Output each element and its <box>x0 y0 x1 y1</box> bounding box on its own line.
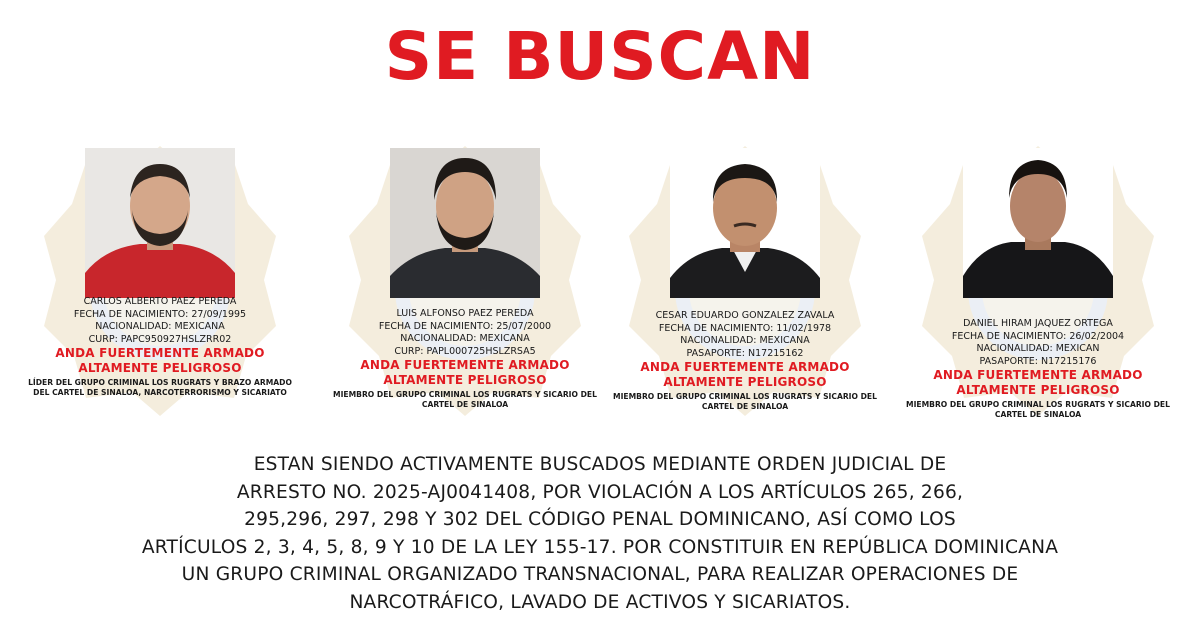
warning-dangerous: ALTAMENTE PELIGROSO <box>78 361 242 375</box>
nationality: NACIONALIDAD: MEXICANA <box>95 321 225 332</box>
legal-notice <box>0 451 1200 617</box>
warning-armed: ANDA FUERTEMENTE ARMADO <box>55 346 265 360</box>
suspect-name: LUIS ALFONSO PAEZ PEREDA <box>396 308 534 319</box>
page-title: SE BUSCAN <box>384 18 816 95</box>
notice-line: NARCOTRÁFICO, LAVADO DE ACTIVOS Y SICARIATOS. <box>349 591 851 613</box>
id-document: PASAPORTE: N17215162 <box>686 347 804 359</box>
suspect-name: CARLOS ALBERTO PAEZ PEREDA <box>83 296 237 307</box>
wanted-card <box>888 130 1188 430</box>
warning-dangerous: ALTAMENTE PELIGROSO <box>383 373 547 387</box>
description-line-1: LÍDER DEL GRUPO CRIMINAL LOS RUGRATS Y BRAZO ARMADO <box>28 378 292 387</box>
warning-dangerous: ALTAMENTE PELIGROSO <box>663 375 827 389</box>
suspect-photo <box>670 148 820 298</box>
notice-line: ARRESTO NO. 2025-AJ0041408, POR VIOLACIÓN A LOS ARTÍCULOS 265, 266, <box>236 481 964 503</box>
birth-date: FECHA DE NACIMIENTO: 25/07/2000 <box>378 320 552 332</box>
warning-armed: ANDA FUERTEMENTE ARMADO <box>640 360 850 374</box>
birth-date: FECHA DE NACIMIENTO: 27/09/1995 <box>73 308 247 320</box>
notice-line: 295,296, 297, 298 Y 302 DEL CÓDIGO PENAL DOMINICANO, ASÍ COMO LOS <box>244 509 956 531</box>
suspect-name: DANIEL HIRAM JAQUEZ ORTEGA <box>963 318 1113 329</box>
nationality: NACIONALIDAD: MEXICANA <box>680 335 810 346</box>
suspect-name: CESAR EDUARDO GONZALEZ ZAVALA <box>655 310 835 321</box>
nationality: NACIONALIDAD: MEXICAN <box>976 343 1100 354</box>
notice-line: UN GRUPO CRIMINAL ORGANIZADO TRANSNACIONAL, PARA REALIZAR OPERACIONES DE <box>181 564 1019 586</box>
description-line-1: MIEMBRO DEL GRUPO CRIMINAL LOS RUGRATS Y SICARIO DEL <box>613 392 877 401</box>
nationality: NACIONALIDAD: MEXICANA <box>400 333 530 344</box>
warning-armed: ANDA FUERTEMENTE ARMADO <box>933 368 1143 382</box>
description-line-2: DEL CARTEL DE SINALOA, NARCOTERRORISMO Y SICARIATO <box>33 388 287 397</box>
wanted-card <box>315 130 615 430</box>
warning-armed: ANDA FUERTEMENTE ARMADO <box>360 358 570 372</box>
suspect-photo <box>390 148 540 298</box>
notice-line: ESTAN SIENDO ACTIVAMENTE BUSCADOS MEDIANTE ORDEN JUDICIAL DE <box>253 454 947 475</box>
birth-date: FECHA DE NACIMIENTO: 26/02/2004 <box>951 330 1125 342</box>
id-document: CURP: PAPL000725HSLZRSA5 <box>394 345 536 357</box>
notice-line: ARTÍCULOS 2, 3, 4, 5, 8, 9 Y 10 DE LA LEY 155-17. POR CONSTITUIR EN REPÚBLICA DOMINICANA <box>141 536 1059 558</box>
suspect-photo <box>963 148 1113 298</box>
wanted-card <box>595 130 895 430</box>
description-line-2: CARTEL DE SINALOA <box>421 400 509 409</box>
description-line-1: MIEMBRO DEL GRUPO CRIMINAL LOS RUGRATS Y SICARIO DEL <box>906 400 1170 409</box>
wanted-card <box>10 130 310 430</box>
birth-date: FECHA DE NACIMIENTO: 11/02/1978 <box>658 322 832 334</box>
warning-dangerous: ALTAMENTE PELIGROSO <box>956 383 1120 397</box>
id-document: CURP: PAPC950927HSLZRR02 <box>88 333 232 345</box>
id-document: PASAPORTE: N17215176 <box>979 355 1097 367</box>
description-line-2: CARTEL DE SINALOA <box>994 410 1082 419</box>
description-line-2: CARTEL DE SINALOA <box>701 402 789 411</box>
description-line-1: MIEMBRO DEL GRUPO CRIMINAL LOS RUGRATS Y SICARIO DEL <box>333 390 597 399</box>
suspect-photo <box>85 148 235 298</box>
